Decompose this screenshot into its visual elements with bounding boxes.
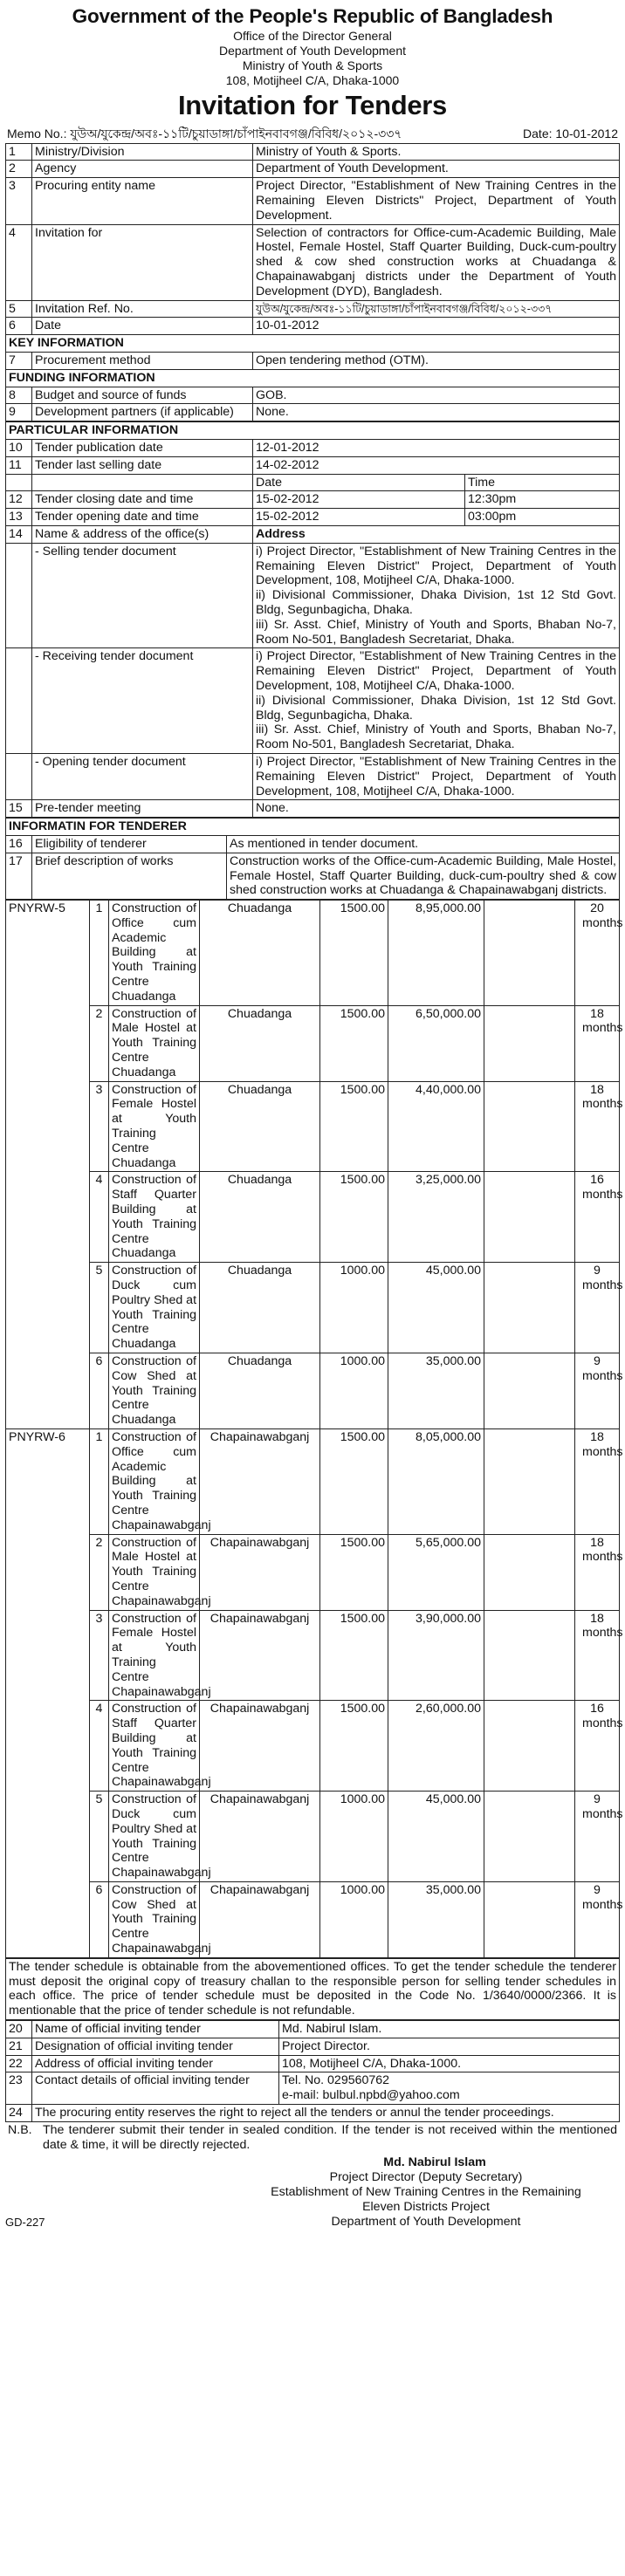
signatory-name: Md. Nabirul Islam <box>383 2155 486 2170</box>
row-label: Name & address of the office(s) <box>32 525 253 543</box>
works-row <box>6 1005 620 1081</box>
row-label: Date <box>32 318 253 335</box>
work-description: Construction of Male Hostel at Youth Training Centre Chapainawabganj <box>109 1534 200 1610</box>
blank-cell <box>484 1005 575 1081</box>
official-table <box>5 2020 620 2122</box>
row-number: 22 <box>6 2055 32 2072</box>
date-header: Date <box>253 474 465 491</box>
row-label: Invitation for <box>32 224 253 300</box>
tender-security: 35,000.00 <box>388 1353 484 1429</box>
schedule-note: The tender schedule is obtainable from the abovementioned offices. To get the tender schedule the tenderer must deposit the original copy of treasury challan to the responsible person for selling tender schedules in each office. The price of tender schedule must be deposited in the Code No. 1/3640/0000/2366. It is mentionable that the price of tender schedule is not refundable. <box>6 1958 620 2019</box>
completion-time: 18 months <box>575 1428 620 1534</box>
row-value: None. <box>253 404 620 421</box>
work-description: Construction of Staff Quarter Building at Youth Training Centre Chapainawabganj <box>109 1701 200 1792</box>
info-row <box>6 835 620 853</box>
work-description: Construction of Cow Shed at Youth Training Centre Chuadanga <box>109 1353 200 1429</box>
row-number: 11 <box>6 456 32 474</box>
row-number: 16 <box>6 835 32 853</box>
row-number: 21 <box>6 2038 32 2055</box>
address-line: ii) Divisional Commissioner, Dhaka Division, 1st 12 Std Govt. Bldg, Segunbagicha, Dhaka. <box>256 693 616 723</box>
work-number: 3 <box>90 1081 109 1172</box>
schedule-price: 1500.00 <box>320 1701 388 1792</box>
row-date: 15-02-2012 <box>253 491 465 509</box>
row-number: 24 <box>6 2105 32 2122</box>
completion-time: 9 months <box>575 1353 620 1429</box>
completion-time: 16 months <box>575 1172 620 1263</box>
work-description: Construction of Cow Shed at Youth Training Centre Chapainawabganj <box>109 1881 200 1957</box>
page-title: Invitation for Tenders <box>177 89 448 120</box>
completion-time: 18 months <box>575 1081 620 1172</box>
ministry-line: Ministry of Youth & Sports <box>242 58 383 72</box>
row-label: Tender publication date <box>32 439 253 456</box>
memo-number: Memo No.: যুউঅ/যুকেন্দ্র/অবঃ-১১টি/চুয়াডাঙ্গা/চাঁপাইনবাবগঞ্জ/বিবিধ/২০১২-৩৩৭ <box>7 127 402 141</box>
row-number: 1 <box>6 143 32 161</box>
completion-time: 16 months <box>575 1701 620 1792</box>
row-label: Brief description of works <box>32 853 227 899</box>
nb-label: N.B. <box>8 2122 32 2137</box>
office-receiving-row <box>6 648 620 754</box>
works-table <box>5 900 623 1958</box>
section-title: PARTICULAR INFORMATION <box>6 422 620 440</box>
work-description: Construction of Female Hostel at Youth Training Centre Chapainawabganj <box>109 1610 200 1701</box>
work-district: Chapainawabganj <box>200 1792 320 1882</box>
nb-text: The tenderer submit their tender in sealed condition. If the tender is not received within the mentioned date & time, it will be directly rejected. <box>43 2122 617 2152</box>
schedule-price: 1000.00 <box>320 1263 388 1353</box>
rights-text: The procuring entity reserves the right to reject all the tenders or annul the tender proceedings. <box>32 2105 620 2122</box>
office-opening-row <box>6 753 620 799</box>
work-number: 2 <box>90 1005 109 1081</box>
section-title: INFORMATIN FOR TENDERER <box>6 819 620 836</box>
row-value: GOB. <box>253 387 620 404</box>
blank-cell <box>32 474 253 491</box>
works-row <box>6 1792 620 1882</box>
memo-date: Date: 10-01-2012 <box>523 127 618 141</box>
schedule-price: 1000.00 <box>320 1353 388 1429</box>
row-label: Tender closing date and time <box>32 491 253 509</box>
info-row <box>6 2038 620 2055</box>
work-description: Construction of Office cum Academic Building at Youth Training Centre Chapainawabganj <box>109 1428 200 1534</box>
info-row <box>6 800 620 818</box>
blank-cell <box>484 1701 575 1792</box>
office-line: Office of the Director General <box>233 28 392 43</box>
work-number: 2 <box>90 1534 109 1610</box>
work-number: 6 <box>90 1881 109 1957</box>
row-value: Selection of contractors for Office-cum-Academic Building, Male Hostel, Female Hostel, Staff Quarter Building, Duck-cum-poultry shed & cow shed construction works at Chuadanga & Chapainawabganj districts under the Department of Youth Development (DYD), Bangladesh. <box>253 224 620 300</box>
row-number: 5 <box>6 300 32 318</box>
row-value: Project Director. <box>279 2038 620 2055</box>
row-number: 8 <box>6 387 32 404</box>
row-value: Ministry of Youth & Sports. <box>253 143 620 161</box>
row-value: None. <box>253 800 620 818</box>
address-line: iii) Sr. Asst. Chief, Ministry of Youth and Sports, Bhaban No-7, Room No-501, Bangladesh Secretariat, Dhaka. <box>256 723 616 752</box>
section-heading-tenderer <box>6 819 620 836</box>
info-row <box>6 456 620 474</box>
completion-time: 18 months <box>575 1610 620 1701</box>
work-district: Chuadanga <box>200 901 320 1006</box>
tender-security: 3,90,000.00 <box>388 1610 484 1701</box>
row-number: 23 <box>6 2072 32 2105</box>
works-row <box>6 1353 620 1429</box>
blank-cell <box>6 543 32 648</box>
row-time: 03:00pm <box>465 509 620 526</box>
work-district: Chuadanga <box>200 1263 320 1353</box>
row-number: 12 <box>6 491 32 509</box>
tenderer-table <box>5 818 620 900</box>
row-number: 20 <box>6 2021 32 2038</box>
row-label: Contact details of official inviting tender <box>32 2072 279 2105</box>
work-description: Construction of Male Hostel at Youth Training Centre Chuadanga <box>109 1005 200 1081</box>
completion-time: 9 months <box>575 1881 620 1957</box>
row-label: Eligibility of tenderer <box>32 835 227 853</box>
completion-time: 9 months <box>575 1263 620 1353</box>
date-time-header <box>6 474 620 491</box>
signatory-department: Department of Youth Development <box>331 2215 521 2230</box>
row-label: Tender opening date and time <box>32 509 253 526</box>
info-row <box>6 2021 620 2038</box>
row-value: As mentioned in tender document. <box>227 835 620 853</box>
work-description: Construction of Office cum Academic Building at Youth Training Centre Chuadanga <box>109 901 200 1006</box>
row-value: 10-01-2012 <box>253 318 620 335</box>
tender-security: 45,000.00 <box>388 1792 484 1882</box>
row-label: Budget and source of funds <box>32 387 253 404</box>
info-row <box>6 491 620 509</box>
blank-cell <box>484 1172 575 1263</box>
work-district: Chuadanga <box>200 1353 320 1429</box>
row-number: 13 <box>6 509 32 526</box>
row-number: 9 <box>6 404 32 421</box>
row-value <box>279 2072 620 2105</box>
work-description: Construction of Female Hostel at Youth Training Centre Chuadanga <box>109 1081 200 1172</box>
tender-security: 3,25,000.00 <box>388 1172 484 1263</box>
signatory-project: Establishment of New Training Centres in the Remaining <box>271 2185 581 2200</box>
row-number: 15 <box>6 800 32 818</box>
completion-time: 20 months <box>575 901 620 1006</box>
info-row <box>6 178 620 224</box>
row-label: Procurement method <box>32 353 253 370</box>
section-title: KEY INFORMATION <box>6 335 620 353</box>
schedule-price: 1500.00 <box>320 1610 388 1701</box>
info-row <box>6 2072 620 2105</box>
row-number: 6 <box>6 318 32 335</box>
schedule-price: 1500.00 <box>320 1172 388 1263</box>
blank-cell <box>484 1263 575 1353</box>
row-value <box>253 648 620 754</box>
work-district: Chapainawabganj <box>200 1881 320 1957</box>
work-number: 5 <box>90 1792 109 1882</box>
row-time: 12:30pm <box>465 491 620 509</box>
completion-time: 9 months <box>575 1792 620 1882</box>
info-table <box>5 143 620 422</box>
office-selling-row <box>6 543 620 648</box>
info-row <box>6 161 620 178</box>
work-description: Construction of Staff Quarter Building at Youth Training Centre Chuadanga <box>109 1172 200 1263</box>
row-label: Pre-tender meeting <box>32 800 253 818</box>
info-row <box>6 318 620 335</box>
blank-cell <box>6 648 32 754</box>
blank-cell <box>484 1881 575 1957</box>
completion-time: 18 months <box>575 1005 620 1081</box>
contact-email: e-mail: bulbul.npbd@yahoo.com <box>282 2088 460 2103</box>
address-line: 108, Motijheel C/A, Dhaka-1000 <box>225 72 400 87</box>
row-date: 15-02-2012 <box>253 509 465 526</box>
tender-security: 35,000.00 <box>388 1881 484 1957</box>
signatory-project-cont: Eleven Districts Project <box>362 2200 490 2215</box>
schedule-price: 1500.00 <box>320 1081 388 1172</box>
address-line: i) Project Director, "Establishment of New Training Centres in the Remaining Eleven District" Project, Department of Youth Development, 108, Motijheel C/A, Dhaka-1000. <box>256 544 616 588</box>
row-value: Md. Nabirul Islam. <box>279 2021 620 2038</box>
work-district: Chuadanga <box>200 1081 320 1172</box>
works-row <box>6 1534 620 1610</box>
works-row <box>6 1263 620 1353</box>
work-district: Chapainawabganj <box>200 1428 320 1534</box>
work-number: 3 <box>90 1610 109 1701</box>
work-number: 4 <box>90 1172 109 1263</box>
works-row <box>6 1081 620 1172</box>
info-row <box>6 439 620 456</box>
row-value: Construction works of the Office-cum-Academic Building, Male Hostel, Female Hostel, Staff Quarter Building, duck-cum-poultry shed & cow shed construction works at Chuadanga & Chapainawabganj districts. <box>227 853 620 899</box>
work-district: Chuadanga <box>200 1172 320 1263</box>
blank-cell <box>6 474 32 491</box>
package-code: PNYRW-5 <box>6 901 90 1429</box>
row-value: Project Director, "Establishment of New Training Centres in the Remaining Eleven Districts" Project, Department of Youth Development. <box>253 178 620 224</box>
blank-cell <box>484 1610 575 1701</box>
row-value: Open tendering method (OTM). <box>253 353 620 370</box>
work-district: Chapainawabganj <box>200 1534 320 1610</box>
row-label: Development partners (if applicable) <box>32 404 253 421</box>
time-header: Time <box>465 474 620 491</box>
blank-cell <box>484 1792 575 1882</box>
tender-security: 5,65,000.00 <box>388 1534 484 1610</box>
works-row <box>6 1701 620 1792</box>
info-row <box>6 509 620 526</box>
blank-cell <box>484 1353 575 1429</box>
row-label: Designation of official inviting tender <box>32 2038 279 2055</box>
blank-cell <box>484 1081 575 1172</box>
nb-row <box>5 2122 620 2154</box>
work-number: 1 <box>90 901 109 1006</box>
row-number: 4 <box>6 224 32 300</box>
address-header: Address <box>253 525 620 543</box>
government-heading: Government of the People's Republic of Bangladesh <box>72 5 553 27</box>
nb-table <box>5 2122 620 2154</box>
schedule-price: 1500.00 <box>320 1534 388 1610</box>
section-heading-particular <box>6 422 620 440</box>
works-row <box>6 1881 620 1957</box>
schedule-table <box>5 1958 620 2020</box>
row-value: i) Project Director, "Establishment of New Training Centres in the Remaining Eleven District" Project, Department of Youth Development, 108, Motijheel C/A, Dhaka-1000. <box>253 753 620 799</box>
row-value: 108, Motijheel C/A, Dhaka-1000. <box>279 2055 620 2072</box>
section-heading-funding <box>6 369 620 387</box>
blank-cell <box>484 1428 575 1534</box>
section-title: FUNDING INFORMATION <box>6 369 620 387</box>
particular-table <box>5 421 620 818</box>
work-district: Chapainawabganj <box>200 1701 320 1792</box>
row-label: Agency <box>32 161 253 178</box>
blank-cell <box>484 1534 575 1610</box>
row-value: Department of Youth Development. <box>253 161 620 178</box>
tender-security: 2,60,000.00 <box>388 1701 484 1792</box>
row-label: - Opening tender document <box>32 753 253 799</box>
address-line: iii) Sr. Asst. Chief, Ministry of Youth and Sports, Bhaban No-7, Room No-501, Bangladesh Secretariat, Dhaka. <box>256 617 616 647</box>
info-row <box>6 300 620 318</box>
work-district: Chuadanga <box>200 1005 320 1081</box>
completion-time: 18 months <box>575 1534 620 1610</box>
row-value <box>253 543 620 648</box>
schedule-price: 1000.00 <box>320 1792 388 1882</box>
work-description: Construction of Duck cum Poultry Shed at Youth Training Centre Chuadanga <box>109 1263 200 1353</box>
row-number: 2 <box>6 161 32 178</box>
row-value: যুউঅ/যুকেন্দ্র/অবঃ-১১টি/চুয়াডাঙ্গা/চাঁপাইনবাবগঞ্জ/বিবিধ/২০১২-৩৩৭ <box>253 300 620 318</box>
work-district: Chapainawabganj <box>200 1610 320 1701</box>
row-value: 14-02-2012 <box>253 456 620 474</box>
schedule-note-row <box>6 1958 620 2019</box>
row-label: - Selling tender document <box>32 543 253 648</box>
package-code: PNYRW-6 <box>6 1428 90 1957</box>
schedule-price: 1000.00 <box>320 1881 388 1957</box>
row-label: Invitation Ref. No. <box>32 300 253 318</box>
row-label: Ministry/Division <box>32 143 253 161</box>
work-number: 4 <box>90 1701 109 1792</box>
info-row <box>6 387 620 404</box>
works-row <box>6 1428 620 1534</box>
section-heading-key <box>6 335 620 353</box>
row-label: Address of official inviting tender <box>32 2055 279 2072</box>
tender-security: 6,50,000.00 <box>388 1005 484 1081</box>
blank-cell <box>6 753 32 799</box>
schedule-price: 1500.00 <box>320 901 388 1006</box>
schedule-price: 1500.00 <box>320 1005 388 1081</box>
tender-security: 4,40,000.00 <box>388 1081 484 1172</box>
info-row <box>6 2055 620 2072</box>
row-label: Procuring entity name <box>32 178 253 224</box>
tender-notice <box>5 0 623 2230</box>
schedule-price: 1500.00 <box>320 1428 388 1534</box>
works-row <box>6 1610 620 1701</box>
signatory-designation: Project Director (Deputy Secretary) <box>329 2170 523 2185</box>
row-number: 10 <box>6 439 32 456</box>
contact-phone: Tel. No. 029560762 <box>282 2073 390 2088</box>
tender-security: 45,000.00 <box>388 1263 484 1353</box>
office-header-row <box>6 525 620 543</box>
row-number: 17 <box>6 853 32 899</box>
info-row <box>6 853 620 899</box>
work-number: 6 <box>90 1353 109 1429</box>
row-number: 3 <box>6 178 32 224</box>
row-label: Name of official inviting tender <box>32 2021 279 2038</box>
works-row <box>6 1172 620 1263</box>
address-line: ii) Divisional Commissioner, Dhaka Division, 1st 12 Std Govt. Bldg, Segunbagicha, Dhaka. <box>256 588 616 617</box>
work-description: Construction of Duck cum Poultry Shed at Youth Training Centre Chapainawabganj <box>109 1792 200 1882</box>
row-label: - Receiving tender document <box>32 648 253 754</box>
row-number: 14 <box>6 525 32 543</box>
tender-security: 8,05,000.00 <box>388 1428 484 1534</box>
department-line: Department of Youth Development <box>218 43 407 58</box>
work-number: 5 <box>90 1263 109 1353</box>
row-label: Tender last selling date <box>32 456 253 474</box>
tender-security: 8,95,000.00 <box>388 901 484 1006</box>
blank-cell <box>484 901 575 1006</box>
address-line: i) Project Director, "Establishment of New Training Centres in the Remaining Eleven District" Project, Department of Youth Development, 108, Motijheel C/A, Dhaka-1000. <box>256 649 616 693</box>
info-row <box>6 143 620 161</box>
info-row <box>6 353 620 370</box>
rights-row <box>6 2105 620 2122</box>
row-number: 7 <box>6 353 32 370</box>
row-value: 12-01-2012 <box>253 439 620 456</box>
footer-code: GD-227 <box>5 2216 45 2230</box>
info-row <box>6 404 620 421</box>
memo-line <box>7 127 618 141</box>
info-row <box>6 224 620 300</box>
works-body <box>6 901 623 1958</box>
works-row <box>6 901 620 1006</box>
work-number: 1 <box>90 1428 109 1534</box>
